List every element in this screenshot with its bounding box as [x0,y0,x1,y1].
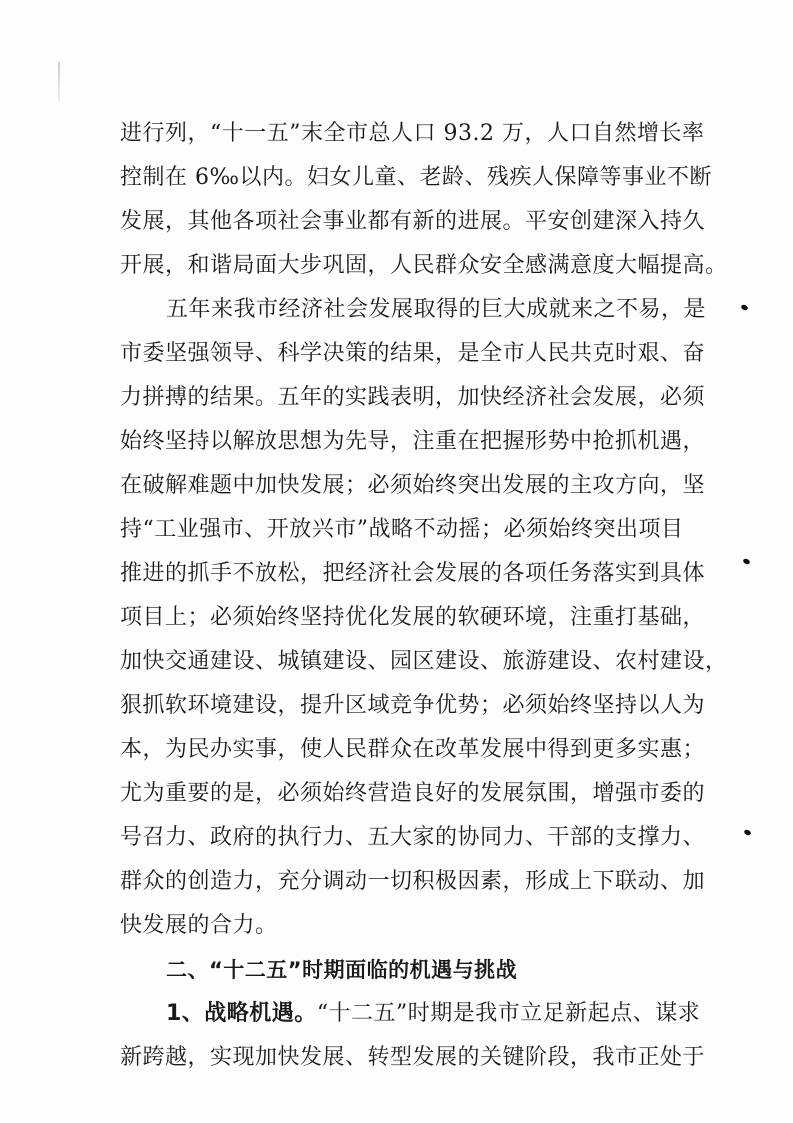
text-line: 市委坚强领导、科学决策的结果，是全市人民共克时艰、奋 [120,341,706,366]
section-1-first-line-text: “十二五”时期是我市立足新起点、谋求 [316,1001,701,1026]
text-line: 本，为民办实事，使人民群众在改革发展中得到更多实惠； [120,737,706,762]
binding-hole-mark [742,558,750,565]
text-line: 开展，和谐局面大步巩固，人民群众安全感满意度大幅提高。 [120,253,728,278]
text-line: 群众的创造力，充分调动一切积极因素，形成上下联动、加 [120,869,706,894]
text-line: 狠抓软环境建设，提升区域竞争优势；必须始终坚持以人为 [120,693,706,718]
scan-edge-mark [58,62,60,102]
text-line: 加快交通建设、城镇建设、园区建设、旅游建设、农村建设， [120,649,728,674]
section-1-lead: 1、战略机遇。 [166,1001,317,1026]
text-line: 力拼搏的结果。五年的实践表明，加快经济社会发展，必须 [120,385,706,410]
text-line: 始终坚持以解放思想为先导，注重在把握形势中抢抓机遇， [120,429,706,454]
binding-hole-mark [740,304,748,311]
section-heading: 二、“十二五”时期面临的机遇与挑战 [166,958,518,982]
text-line: 尤为重要的是，必须始终营造良好的发展氛围，增强市委的 [120,781,706,806]
text-line: 快发展的合力。 [120,913,278,938]
text-line: 进行列，“十一五”末全市总人口 93.2 万，人口自然增长率 [120,121,705,146]
paragraph-start: 五年来我市经济社会发展取得的巨大成就来之不易，是 [166,297,707,322]
text-line: 项目上；必须始终坚持优化发展的软硬环境，注重打基础， [120,605,706,630]
text-line: 控制在 6‰以内。妇女儿童、老龄、残疾人保障等事业不断 [120,165,713,190]
body-text [120,112,728,1080]
text-line: 新跨越，实现加快发展、转型发展的关键阶段，我市正处于 [120,1045,706,1070]
section-1-first-line [120,992,701,1036]
text-line: 持“工业强市、开放兴市”战略不动摇；必须始终突出项目 [120,517,684,542]
text-line: 推进的抓手不放松，把经济社会发展的各项任务落实到具体 [120,561,706,586]
text-line: 在破解难题中加快发展；必须始终突出发展的主攻方向，坚 [120,473,706,498]
text-line: 号召力、政府的执行力、五大家的协同力、干部的支撑力、 [120,825,706,850]
binding-hole-mark [743,829,751,836]
text-line: 发展，其他各项社会事业都有新的进展。平安创建深入持久 [120,209,706,234]
